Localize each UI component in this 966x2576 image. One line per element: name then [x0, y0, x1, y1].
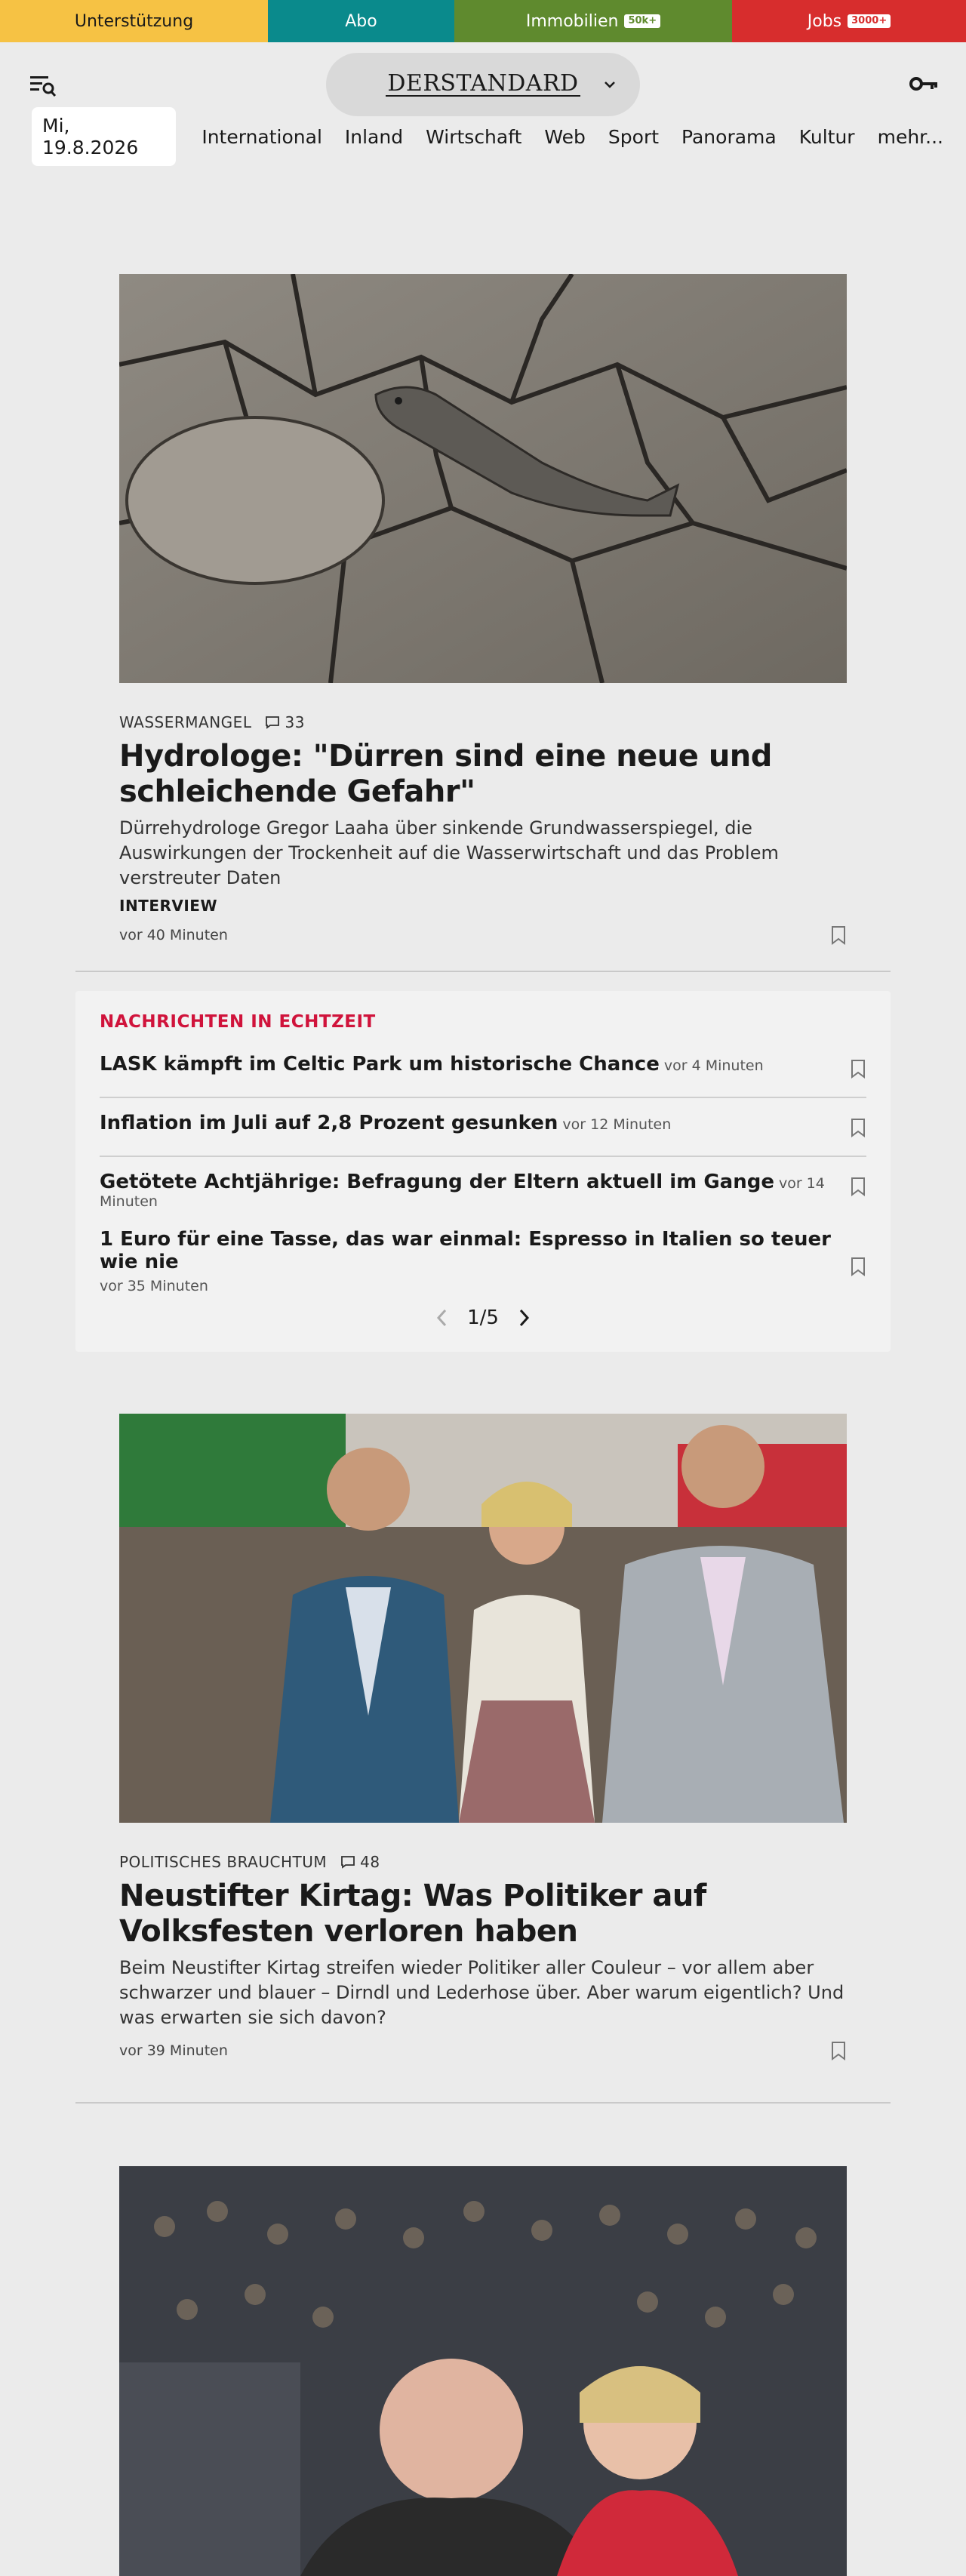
comment-count[interactable]	[265, 713, 304, 731]
current-date: Mi, 19.8.2026	[32, 107, 176, 166]
article-kicker: POLITISCHES BRAUCHTUM	[119, 1853, 328, 1871]
live-news-time: vor 4 Minuten	[663, 1057, 764, 1074]
article-lead: Beim Neustifter Kirtag streifen wieder Politiker aller Couleur – vor allem aber schwarzer und blauer – Dirndl und Lederhose über. Aber warum eigentlich? Und was erwarten sie sich davon?	[119, 1957, 844, 2028]
bookmark-icon[interactable]	[850, 1257, 866, 1276]
article-kicker: WASSERMANGEL	[119, 713, 252, 731]
nav-item-inland[interactable]: Inland	[344, 125, 404, 148]
nav-item-mehr[interactable]: mehr...	[877, 125, 943, 148]
live-news-pager	[75, 1306, 891, 1329]
bookmark-icon[interactable]	[850, 1059, 866, 1079]
logo-switcher[interactable]	[326, 53, 640, 116]
live-news-item[interactable]	[100, 1053, 866, 1076]
live-news-item[interactable]	[100, 1171, 866, 1210]
chevron-left-icon[interactable]	[434, 1307, 451, 1328]
top-service-bar	[0, 0, 966, 42]
article-teaser[interactable]	[119, 2166, 847, 2576]
article-footer	[119, 2041, 847, 2060]
pager-indicator: 1/5	[467, 1306, 499, 1329]
nav-item-kultur[interactable]: Kultur	[798, 125, 855, 148]
live-news-time: vor 14 Minuten	[100, 1175, 825, 1210]
live-news-item[interactable]	[100, 1112, 866, 1134]
nav-item-panorama[interactable]: Panorama	[681, 125, 777, 148]
chevron-down-icon	[602, 77, 617, 92]
article-meta	[119, 1853, 847, 1871]
site-logo: DERSTANDARD	[387, 70, 579, 97]
comment-icon	[265, 716, 280, 729]
menu-search-icon	[29, 72, 57, 98]
immobilien-badge: 50k+	[624, 14, 660, 28]
nav-item-international[interactable]: International	[202, 125, 322, 148]
comment-icon	[340, 1855, 355, 1869]
login-button[interactable]	[909, 72, 939, 95]
divider	[100, 1097, 866, 1098]
divider	[75, 971, 891, 972]
divider	[100, 1156, 866, 1157]
bookmark-icon[interactable]	[850, 1177, 866, 1196]
live-news-title: NACHRICHTEN IN ECHTZEIT	[100, 1012, 376, 1032]
live-news-headline[interactable]: 1 Euro für eine Tasse, das war einmal: Espresso in Italien so teuer wie nie	[100, 1228, 831, 1273]
site-header	[0, 42, 966, 127]
article-time: vor 39 Minuten	[119, 2042, 228, 2059]
jobs-label: Jobs	[807, 11, 842, 31]
live-news-headline[interactable]: Getötete Achtjährige: Befragung der Eltern aktuell im Gange	[100, 1171, 774, 1193]
live-news-headline[interactable]: Inflation im Juli auf 2,8 Prozent gesunken	[100, 1112, 558, 1134]
nav-item-sport[interactable]: Sport	[608, 125, 660, 148]
live-news-item[interactable]	[100, 1228, 866, 1294]
article-headline[interactable]: Hydrologe: "Dürren sind eine neue und schleichende Gefahr"	[119, 739, 772, 809]
chevron-right-icon[interactable]	[515, 1307, 532, 1328]
article-image-politicians-festival[interactable]	[119, 1414, 847, 1823]
comment-count-value: 48	[360, 1853, 380, 1871]
divider	[75, 2102, 891, 2104]
menu-search-button[interactable]	[29, 72, 57, 98]
jobs-badge: 3000+	[848, 14, 891, 28]
bookmark-icon[interactable]	[830, 2041, 847, 2060]
abo-link[interactable]	[268, 0, 454, 42]
immobilien-label: Immobilien	[525, 11, 619, 31]
live-news-headline[interactable]: LASK kämpft im Celtic Park um historische Chance	[100, 1053, 660, 1076]
article-meta	[119, 713, 847, 731]
live-news-time: vor 35 Minuten	[100, 1278, 208, 1294]
immobilien-link[interactable]	[454, 0, 732, 42]
article-headline[interactable]: Neustifter Kirtag: Was Politiker auf Volksfesten verloren haben	[119, 1879, 706, 1949]
article-format-tag: INTERVIEW	[119, 897, 218, 915]
bookmark-icon[interactable]	[830, 925, 847, 945]
article-image-dry-soil-fish[interactable]	[119, 274, 847, 683]
nav-item-wirtschaft[interactable]: Wirtschaft	[426, 125, 522, 148]
article-time: vor 40 Minuten	[119, 927, 228, 943]
live-news-box	[75, 991, 891, 1352]
article-teaser[interactable]	[119, 1414, 847, 2060]
article-teaser[interactable]	[119, 274, 847, 945]
comment-count[interactable]	[340, 1853, 380, 1871]
jobs-link[interactable]	[732, 0, 966, 42]
article-footer	[119, 925, 847, 945]
live-news-time: vor 12 Minuten	[562, 1116, 672, 1133]
key-icon	[909, 72, 939, 95]
abo-label: Abo	[345, 11, 377, 31]
article-image-sports-arena[interactable]	[119, 2166, 847, 2576]
support-label: Unterstützung	[74, 11, 194, 31]
comment-count-value: 33	[285, 713, 305, 731]
nav-item-web[interactable]: Web	[544, 125, 586, 148]
bookmark-icon[interactable]	[850, 1118, 866, 1137]
article-lead: Dürrehydrologe Gregor Laaha über sinkende Grundwasserspiegel, die Auswirkungen der Trockenheit auf die Wasserwirtschaft und das Problem verstreuter Daten	[119, 817, 779, 888]
support-link[interactable]	[0, 0, 268, 42]
